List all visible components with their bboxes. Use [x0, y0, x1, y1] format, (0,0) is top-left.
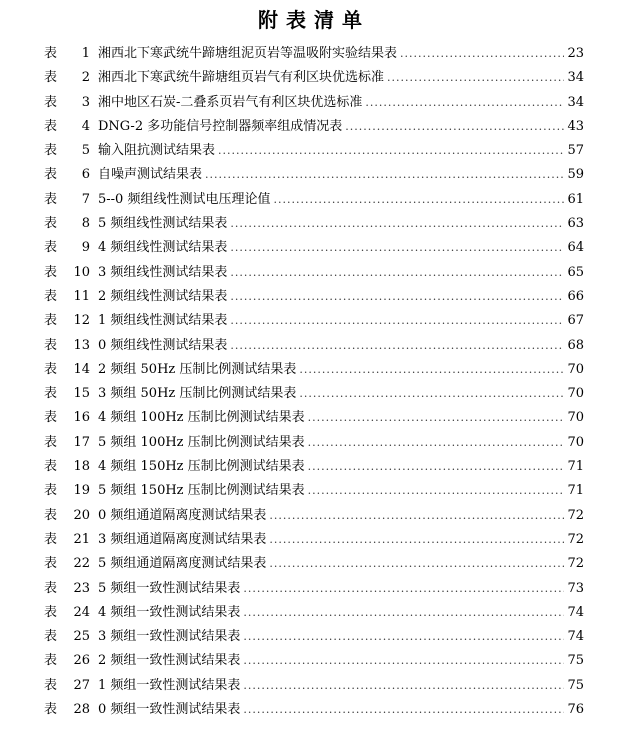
entry-page-number: 75	[567, 677, 584, 693]
entry-title: 湘中地区石炭-二叠系页岩气有利区块优选标准	[98, 94, 363, 110]
entry-title: 0 频组线性测试结果表	[98, 337, 228, 353]
entry-number: 23	[73, 580, 90, 596]
entry-prefix: 表	[44, 240, 58, 256]
toc-entry[interactable]	[44, 334, 584, 358]
entry-title: 5 频组通道隔离度测试结果表	[98, 556, 267, 572]
entry-number: 14	[73, 361, 90, 377]
entry-prefix: 表	[44, 264, 58, 280]
entry-number: 22	[73, 556, 90, 572]
entry-title: 湘西北下寒武统牛蹄塘组页岩气有利区块优选标准	[98, 70, 385, 86]
entry-number: 8	[81, 216, 90, 232]
entry-prefix: 表	[44, 386, 58, 402]
entry-prefix: 表	[44, 556, 58, 572]
entry-prefix: 表	[44, 410, 58, 426]
entry-prefix: 表	[44, 70, 58, 86]
entry-title: DNG-2 多功能信号控制器频率组成情况表	[98, 118, 343, 134]
entry-number: 9	[81, 240, 90, 256]
entry-prefix: 表	[44, 629, 58, 645]
entry-page-number: 72	[567, 507, 584, 523]
entry-page-number: 57	[567, 143, 584, 159]
dot-leader	[230, 285, 564, 309]
dot-leader	[243, 625, 564, 649]
entry-prefix: 表	[44, 288, 58, 304]
entry-page-number: 66	[567, 288, 584, 304]
entry-page-number: 68	[567, 337, 584, 353]
dot-leader	[230, 261, 564, 285]
toc-entry[interactable]	[44, 163, 584, 187]
entry-prefix: 表	[44, 216, 58, 232]
entry-prefix: 表	[44, 191, 58, 207]
entry-number: 6	[81, 167, 90, 183]
dot-leader	[230, 212, 564, 236]
dot-leader	[308, 431, 565, 455]
toc-entry[interactable]	[44, 431, 584, 455]
toc-entry[interactable]	[44, 236, 584, 260]
entry-number: 7	[81, 191, 90, 207]
entry-prefix: 表	[44, 507, 58, 523]
toc-entry[interactable]	[44, 261, 584, 285]
entry-page-number: 67	[567, 313, 584, 329]
entry-prefix: 表	[44, 118, 58, 134]
entry-page-number: 43	[567, 118, 584, 134]
toc-entry[interactable]	[44, 625, 584, 649]
entry-page-number: 23	[567, 46, 584, 61]
entry-prefix: 表	[44, 677, 58, 693]
dot-leader	[243, 601, 564, 625]
entry-number: 11	[73, 288, 90, 304]
entry-title: 5 频组 100Hz 压制比例测试结果表	[98, 434, 305, 450]
entry-number: 19	[73, 483, 90, 499]
entry-number: 4	[81, 118, 90, 134]
entry-page-number: 70	[567, 410, 584, 426]
toc-entry[interactable]	[44, 188, 584, 212]
entry-number: 12	[73, 313, 90, 329]
entry-page-number: 61	[567, 191, 584, 207]
entry-title: 5 频组一致性测试结果表	[98, 580, 241, 596]
entry-page-number: 73	[567, 580, 584, 596]
entry-title: 3 频组线性测试结果表	[98, 264, 228, 280]
entry-title: 2 频组 50Hz 压制比例测试结果表	[98, 361, 297, 377]
toc-entry[interactable]	[44, 309, 584, 333]
entry-prefix: 表	[44, 143, 58, 159]
dot-leader	[269, 552, 564, 576]
dot-leader	[243, 649, 564, 673]
toc-entry[interactable]	[44, 382, 584, 406]
entry-number: 5	[81, 143, 90, 159]
toc-entry[interactable]	[44, 406, 584, 430]
entry-page-number: 70	[567, 361, 584, 377]
entry-prefix: 表	[44, 313, 58, 329]
entry-title: 5 频组 150Hz 压制比例测试结果表	[98, 483, 305, 499]
entry-number: 16	[73, 410, 90, 426]
entry-prefix: 表	[44, 531, 58, 547]
dot-leader	[218, 139, 564, 163]
entry-title: 输入阻抗测试结果表	[98, 143, 216, 159]
dot-leader	[299, 358, 564, 382]
toc-entry[interactable]	[44, 285, 584, 309]
toc-entry[interactable]	[44, 212, 584, 236]
entry-number: 15	[73, 386, 90, 402]
entry-title: 5 频组线性测试结果表	[98, 216, 228, 232]
toc-entry[interactable]	[44, 601, 584, 625]
entry-prefix: 表	[44, 653, 58, 669]
entry-page-number: 75	[567, 653, 584, 669]
page-title: 附表清单	[258, 8, 370, 32]
entry-prefix: 表	[44, 337, 58, 353]
entry-page-number: 72	[567, 556, 584, 572]
entry-title: 2 频组线性测试结果表	[98, 288, 228, 304]
entry-number: 3	[81, 94, 90, 110]
entry-title: 5--0 频组线性测试电压理论值	[98, 191, 271, 207]
toc-entry[interactable]	[44, 674, 584, 698]
entry-prefix: 表	[44, 459, 58, 475]
entry-page-number: 71	[567, 483, 584, 499]
entry-number: 27	[73, 677, 90, 693]
table-list	[44, 42, 584, 722]
entry-title: 3 频组 50Hz 压制比例测试结果表	[98, 386, 297, 402]
dot-leader	[230, 236, 564, 260]
entry-page-number: 70	[567, 434, 584, 450]
entry-title: 4 频组线性测试结果表	[98, 240, 228, 256]
toc-entry[interactable]	[44, 649, 584, 673]
entry-title: 0 频组通道隔离度测试结果表	[98, 507, 267, 523]
entry-page-number: 63	[567, 216, 584, 232]
dot-leader	[308, 455, 565, 479]
entry-page-number: 64	[567, 240, 584, 256]
toc-entry[interactable]	[44, 139, 584, 163]
entry-number: 13	[73, 337, 90, 353]
entry-number: 25	[73, 629, 90, 645]
dot-leader	[308, 479, 565, 503]
dot-leader	[230, 334, 564, 358]
entry-page-number: 34	[567, 70, 584, 86]
entry-title: 4 频组 100Hz 压制比例测试结果表	[98, 410, 305, 426]
dot-leader	[273, 188, 564, 212]
entry-title: 1 频组一致性测试结果表	[98, 677, 241, 693]
dot-leader	[230, 309, 564, 333]
toc-entry[interactable]	[44, 504, 584, 528]
entry-title: 3 频组通道隔离度测试结果表	[98, 531, 267, 547]
toc-entry[interactable]	[44, 358, 584, 382]
entry-page-number: 76	[567, 702, 584, 718]
entry-page-number: 59	[567, 167, 584, 183]
entry-page-number: 74	[567, 604, 584, 620]
dot-leader	[308, 406, 565, 430]
entry-prefix: 表	[44, 483, 58, 499]
entry-page-number: 70	[567, 386, 584, 402]
entry-number: 21	[73, 531, 90, 547]
entry-number: 20	[73, 507, 90, 523]
entry-number: 28	[73, 702, 90, 718]
toc-entry[interactable]	[44, 42, 584, 66]
toc-entry[interactable]	[44, 66, 584, 90]
entry-prefix: 表	[44, 46, 58, 61]
toc-entry[interactable]	[44, 91, 584, 115]
entry-number: 24	[73, 604, 90, 620]
dot-leader	[243, 577, 564, 601]
toc-entry[interactable]	[44, 528, 584, 552]
entry-page-number: 72	[567, 531, 584, 547]
entry-number: 17	[73, 434, 90, 450]
dot-leader	[365, 91, 564, 115]
toc-entry[interactable]	[44, 115, 584, 139]
toc-entry[interactable]	[44, 577, 584, 601]
entry-page-number: 74	[567, 629, 584, 645]
entry-prefix: 表	[44, 580, 58, 596]
entry-prefix: 表	[44, 361, 58, 377]
dot-leader	[400, 42, 564, 66]
entry-prefix: 表	[44, 94, 58, 110]
dot-leader	[243, 674, 564, 698]
entry-title: 4 频组一致性测试结果表	[98, 604, 241, 620]
entry-number: 2	[81, 70, 90, 86]
entry-number: 18	[73, 459, 90, 475]
entry-page-number: 71	[567, 459, 584, 475]
dot-leader	[387, 66, 564, 90]
entry-prefix: 表	[44, 167, 58, 183]
entry-number: 1	[81, 46, 90, 61]
entry-title: 3 频组一致性测试结果表	[98, 629, 241, 645]
entry-number: 26	[73, 653, 90, 669]
entry-title: 湘西北下寒武统牛蹄塘组泥页岩等温吸附实验结果表	[98, 46, 398, 61]
dot-leader	[345, 115, 564, 139]
entry-title: 2 频组一致性测试结果表	[98, 653, 241, 669]
entry-prefix: 表	[44, 604, 58, 620]
toc-entry[interactable]	[44, 455, 584, 479]
entry-prefix: 表	[44, 434, 58, 450]
toc-entry[interactable]	[44, 479, 584, 503]
toc-entry[interactable]	[44, 552, 584, 576]
entry-title: 1 频组线性测试结果表	[98, 313, 228, 329]
entry-title: 4 频组 150Hz 压制比例测试结果表	[98, 459, 305, 475]
entry-title: 0 频组一致性测试结果表	[98, 702, 241, 718]
toc-entry[interactable]	[44, 698, 584, 722]
entry-page-number: 65	[567, 264, 584, 280]
dot-leader	[269, 528, 564, 552]
dot-leader	[269, 504, 564, 528]
entry-number: 10	[73, 264, 90, 280]
entry-page-number: 34	[567, 94, 584, 110]
dot-leader	[299, 382, 564, 406]
entry-title: 自噪声测试结果表	[98, 167, 203, 183]
dot-leader	[205, 163, 564, 187]
entry-prefix: 表	[44, 702, 58, 718]
dot-leader	[243, 698, 564, 722]
